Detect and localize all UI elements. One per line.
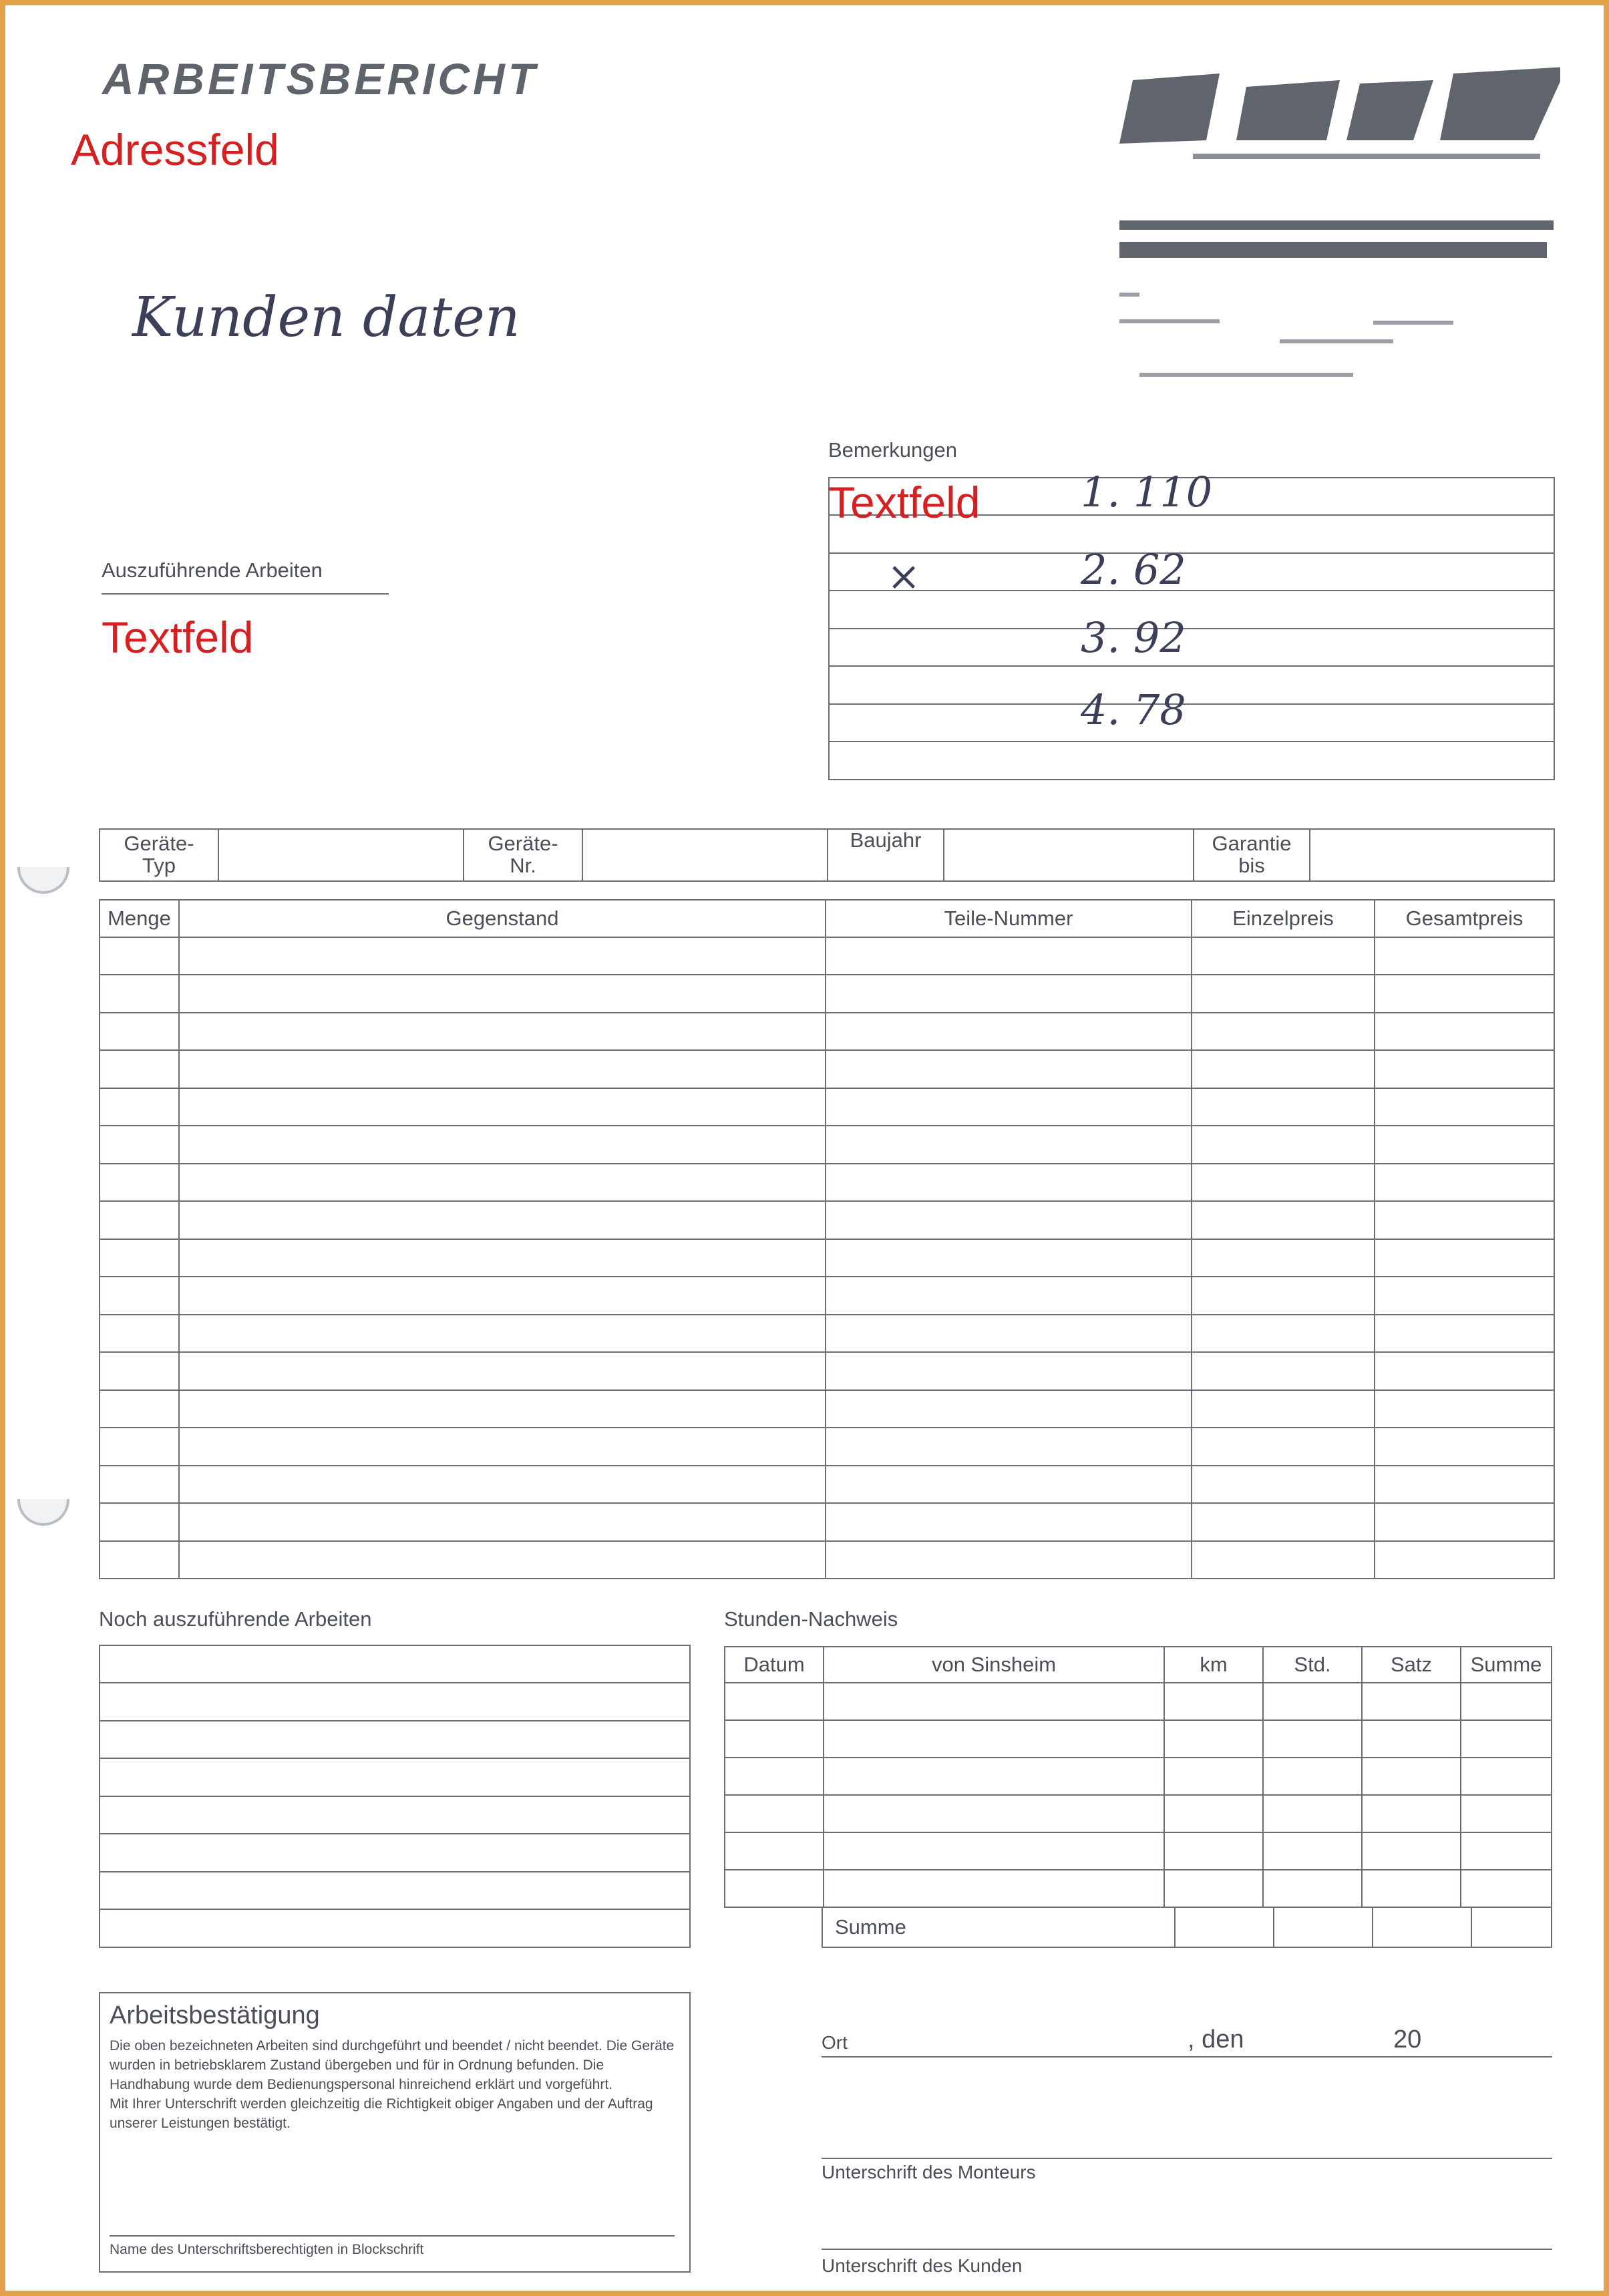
- hours-sum-label: Summe: [822, 1907, 1175, 1947]
- column-header-item: Gegenstand: [179, 900, 826, 937]
- work-to-do-underline: [102, 593, 389, 595]
- table-row[interactable]: [100, 975, 1554, 1012]
- table-row[interactable]: [100, 1201, 1554, 1239]
- table-row[interactable]: [100, 1390, 1554, 1428]
- column-header-rate: Satz: [1362, 1647, 1461, 1683]
- table-row[interactable]: [100, 1277, 1554, 1314]
- work-to-do-label: Auszuführende Arbeiten: [102, 558, 323, 582]
- device-number-field[interactable]: [582, 829, 828, 881]
- handwritten-remark-4: 4. 78: [1081, 685, 1186, 734]
- column-header-quantity: Menge: [100, 900, 179, 937]
- punch-hole-bottom: [17, 1499, 69, 1526]
- table-row[interactable]: [725, 1832, 1552, 1870]
- parts-table: [99, 899, 1555, 1579]
- table-row[interactable]: [725, 1758, 1552, 1795]
- hours-table: [724, 1646, 1552, 1908]
- device-type-label: Geräte- Typ: [100, 829, 218, 881]
- sum-total-field[interactable]: [1471, 1907, 1552, 1947]
- table-row[interactable]: [100, 1164, 1554, 1201]
- column-header-total-price: Gesamtpreis: [1375, 900, 1554, 937]
- table-row[interactable]: [725, 1870, 1552, 1907]
- table-row[interactable]: [100, 1013, 1554, 1050]
- signer-name-label: Name des Unterschriftsberechtigten in Blockschrift: [110, 2242, 424, 2257]
- device-info-table: [99, 828, 1555, 882]
- table-row[interactable]: [725, 1795, 1552, 1832]
- table-row[interactable]: [100, 1466, 1554, 1503]
- hours-label: Stunden-Nachweis: [724, 1607, 898, 1631]
- pending-work-field[interactable]: [99, 1645, 691, 1948]
- confirmation-text: Die oben bezeichneten Arbeiten sind durchgeführt und beendet / nicht beendet. Die Geräte wurden in betriebsklarem Zustand übergeben und für in Ordnung befunden. Die Handhabung wurde dem Bedienungspersonal hinreichend erklärt und vorgeführt. Mit Ihrer Unterschrift werden gleichzeitig die Richtigkeit obiger Angaben und der Auftrag unserer Leistungen bestätigt.: [110, 2038, 675, 2131]
- remarks-label: Bemerkungen: [828, 438, 958, 462]
- column-header-part-number: Teile-Nummer: [826, 900, 1192, 937]
- table-row[interactable]: [100, 1239, 1554, 1277]
- hours-sum-row: [822, 1907, 1552, 1948]
- column-header-hours: Std.: [1263, 1647, 1362, 1683]
- sum-hours-field[interactable]: [1274, 1907, 1373, 1947]
- column-header-unit-price: Einzelpreis: [1192, 900, 1375, 937]
- sum-rate-field[interactable]: [1373, 1907, 1471, 1947]
- address-field-placeholder[interactable]: Adressfeld: [71, 125, 279, 174]
- remarks-placeholder: Textfeld: [828, 478, 980, 527]
- handwritten-customer-note: Kunden daten: [132, 286, 520, 349]
- column-header-sum: Summe: [1461, 1647, 1552, 1683]
- customer-signature-label: Unterschrift des Kunden: [822, 2255, 1023, 2276]
- signer-name-line[interactable]: [110, 2235, 675, 2237]
- table-row[interactable]: [100, 937, 1554, 975]
- build-year-label: Baujahr: [828, 829, 944, 881]
- sum-km-field[interactable]: [1175, 1907, 1274, 1947]
- table-row[interactable]: [100, 1126, 1554, 1163]
- hours-table-header: [725, 1647, 1552, 1683]
- build-year-field[interactable]: [944, 829, 1194, 881]
- pending-work-label: Noch auszuführende Arbeiten: [99, 1607, 372, 1631]
- place-date-line[interactable]: [822, 2056, 1552, 2058]
- handwritten-remark-1: 1. 110: [1081, 468, 1213, 516]
- device-number-label: Geräte- Nr.: [464, 829, 582, 881]
- table-row[interactable]: [100, 1088, 1554, 1126]
- company-logo: [1119, 67, 1560, 267]
- table-row[interactable]: [725, 1720, 1552, 1758]
- confirmation-box: [99, 1992, 691, 2273]
- punch-hole-top: [17, 867, 69, 894]
- column-header-km: km: [1164, 1647, 1263, 1683]
- table-row[interactable]: [100, 1352, 1554, 1389]
- confirmation-title: Arbeitsbestätigung: [110, 2001, 320, 2029]
- technician-signature-label: Unterschrift des Monteurs: [822, 2162, 1036, 2182]
- date-label: , den: [1188, 2025, 1244, 2054]
- table-row[interactable]: [100, 1315, 1554, 1352]
- table-row[interactable]: [100, 1503, 1554, 1540]
- handwritten-remark-2: 2. 62: [1081, 545, 1186, 594]
- warranty-field[interactable]: [1310, 829, 1554, 881]
- table-row[interactable]: [725, 1683, 1552, 1720]
- column-header-date: Datum: [725, 1647, 824, 1683]
- technician-signature-line[interactable]: [822, 2158, 1552, 2159]
- parts-table-header: [100, 900, 1554, 937]
- customer-signature-line[interactable]: [822, 2249, 1552, 2250]
- table-row[interactable]: [100, 1541, 1554, 1579]
- table-row[interactable]: [100, 1050, 1554, 1088]
- device-type-field[interactable]: [218, 829, 464, 881]
- work-to-do-placeholder[interactable]: Textfeld: [102, 613, 254, 662]
- warranty-label: Garantie bis: [1194, 829, 1310, 881]
- place-label: Ort: [822, 2032, 848, 2053]
- document-title: ARBEITSBERICHT: [102, 54, 539, 104]
- handwritten-cross: ×: [887, 553, 921, 600]
- column-header-from: von Sinsheim: [824, 1647, 1164, 1683]
- company-address-redacted: [1119, 286, 1493, 406]
- handwritten-remark-3: 3. 92: [1081, 613, 1186, 662]
- table-row[interactable]: [100, 1428, 1554, 1465]
- year-label: 20: [1393, 2025, 1422, 2054]
